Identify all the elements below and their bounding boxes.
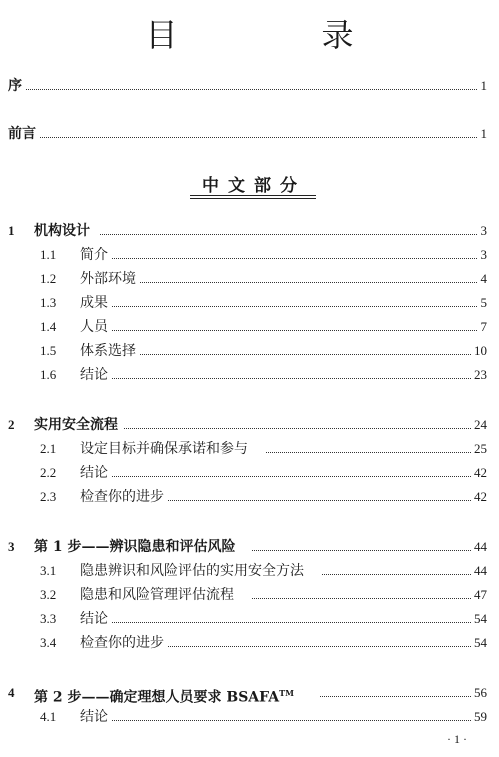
item-title: 体系选择 [80, 341, 139, 361]
item-title: 检查你的进步 [80, 487, 167, 507]
item-number: 1.3 [40, 295, 57, 310]
leader-dots [22, 89, 479, 90]
page-number-footer: · 1 · [447, 732, 467, 746]
leader-dots [112, 330, 479, 331]
item-page: 42 [471, 463, 487, 483]
toc-entry-foreword[interactable] [0, 124, 499, 144]
item-page: 10 [471, 341, 487, 361]
chapter-page: 44 [471, 537, 487, 557]
leader-dots [124, 428, 471, 429]
item-number: 3.4 [40, 635, 57, 650]
leader-dots [112, 378, 471, 379]
leader-dots [168, 646, 471, 647]
chapter-number: 4 [8, 685, 15, 700]
toc-item[interactable] [0, 245, 499, 265]
leader-dots [36, 137, 479, 138]
leader-dots [322, 574, 471, 575]
leader-dots [112, 720, 471, 721]
item-title: 结论 [80, 609, 111, 629]
toc-item[interactable] [0, 609, 499, 629]
toc-chapter-4[interactable] [0, 683, 499, 706]
toc-chapter-2[interactable] [0, 415, 499, 435]
toc-item[interactable] [0, 365, 499, 385]
chapter-title-text: 第 2 步——确定理想人员要求 BSAFA [34, 689, 280, 706]
item-number: 3.1 [40, 563, 57, 578]
chapter-number: 2 [8, 417, 15, 432]
leader-dots [252, 598, 471, 599]
item-number: 1.5 [40, 343, 57, 358]
item-page: 5 [478, 293, 488, 313]
leader-dots [168, 500, 471, 501]
toc-entry-page: 1 [478, 76, 488, 96]
item-title: 隐患和风险管理评估流程 [80, 585, 237, 605]
item-number: 3.2 [40, 587, 57, 602]
leader-dots [320, 696, 471, 697]
trademark-sup: TM [279, 688, 294, 698]
section-underline [190, 195, 316, 196]
section-heading: 中文部分 [202, 176, 306, 196]
item-title: 结论 [80, 463, 111, 483]
leader-dots [100, 234, 479, 235]
item-number: 2.2 [40, 465, 57, 480]
toc-item[interactable] [0, 487, 499, 507]
item-title: 结论 [80, 365, 111, 385]
chapter-title: 第 1 步——辨识隐患和评估风险 [34, 537, 239, 557]
leader-dots [112, 476, 471, 477]
item-number: 1.2 [40, 271, 57, 286]
toc-entry-label: 序 [8, 76, 25, 96]
leader-dots [252, 550, 471, 551]
item-number: 1.6 [40, 367, 57, 382]
item-page: 4 [478, 269, 488, 289]
leader-dots [112, 306, 479, 307]
chapter-page: 3 [478, 221, 488, 241]
toc-item[interactable] [0, 633, 499, 653]
leader-dots [112, 622, 471, 623]
toc-item[interactable] [0, 341, 499, 361]
leader-dots [112, 258, 479, 259]
chapter-number: 1 [8, 223, 15, 238]
leader-dots [266, 452, 471, 453]
chapter-page: 56 [471, 683, 487, 703]
toc-item[interactable] [0, 317, 499, 337]
toc-item[interactable] [0, 561, 499, 581]
item-page: 7 [478, 317, 488, 337]
item-number: 2.3 [40, 489, 57, 504]
toc-entry-preface[interactable] [0, 76, 499, 96]
item-number: 2.1 [40, 441, 57, 456]
item-number: 1.4 [40, 319, 57, 334]
item-page: 47 [471, 585, 487, 605]
toc-chapter-3[interactable] [0, 537, 499, 557]
toc-item[interactable] [0, 707, 499, 727]
item-title: 设定目标并确保承诺和参与 [80, 439, 251, 459]
toc-item[interactable] [0, 463, 499, 483]
item-number: 4.1 [40, 709, 57, 724]
item-title: 简介 [80, 245, 111, 265]
item-title: 结论 [80, 707, 111, 727]
section-underline [190, 198, 316, 199]
item-page: 3 [478, 245, 488, 265]
toc-entry-label: 前言 [8, 124, 39, 144]
toc-item[interactable] [0, 439, 499, 459]
leader-dots [140, 282, 479, 283]
item-title: 人员 [80, 317, 111, 337]
chapter-title [34, 683, 297, 708]
chapter-page: 24 [471, 415, 487, 435]
toc-entry-page: 1 [478, 124, 488, 144]
item-title: 成果 [80, 293, 111, 313]
chapter-title: 机构设计 [34, 221, 93, 241]
toc-item[interactable] [0, 585, 499, 605]
leader-dots [140, 354, 471, 355]
item-page: 59 [471, 707, 487, 727]
item-title: 检查你的进步 [80, 633, 167, 653]
item-page: 23 [471, 365, 487, 385]
toc-item[interactable] [0, 269, 499, 289]
toc-chapter-1[interactable] [0, 221, 499, 241]
item-page: 54 [471, 633, 487, 653]
item-title: 外部环境 [80, 269, 139, 289]
item-number: 3.3 [40, 611, 57, 626]
item-page: 42 [471, 487, 487, 507]
item-number: 1.1 [40, 247, 57, 262]
item-page: 25 [471, 439, 487, 459]
chapter-number: 3 [8, 539, 15, 554]
item-page: 44 [471, 561, 487, 581]
item-page: 54 [471, 609, 487, 629]
toc-item[interactable] [0, 293, 499, 313]
chapter-title: 实用安全流程 [34, 415, 121, 435]
item-title: 隐患辨识和风险评估的实用安全方法 [80, 561, 307, 581]
page-title: 目 录 [145, 16, 410, 54]
